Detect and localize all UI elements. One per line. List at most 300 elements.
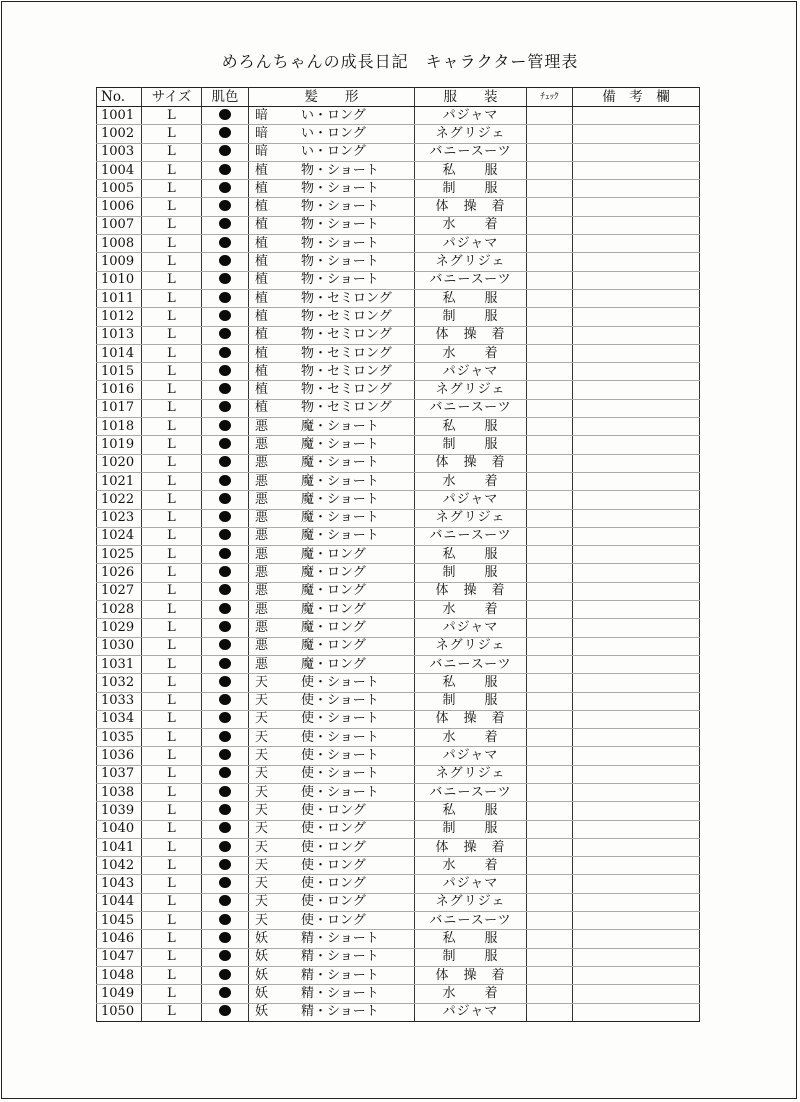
row-size: L bbox=[142, 710, 202, 728]
row-hair bbox=[249, 418, 415, 436]
hair-type: 天 bbox=[255, 674, 269, 690]
row-check[interactable] bbox=[527, 326, 573, 344]
row-size: L bbox=[142, 564, 202, 582]
hair-type: 悪 bbox=[255, 473, 269, 489]
row-size: L bbox=[142, 527, 202, 545]
header-notes: 備 考 欄 bbox=[573, 88, 700, 107]
row-hair bbox=[249, 271, 415, 289]
table-row bbox=[97, 1003, 700, 1021]
skin-dot-icon bbox=[219, 182, 231, 193]
table-row bbox=[97, 107, 700, 125]
row-notes[interactable] bbox=[573, 363, 700, 381]
hair-style: 魔・ショート bbox=[301, 491, 379, 507]
row-notes[interactable] bbox=[573, 765, 700, 783]
row-clothes: 水 着 bbox=[415, 216, 527, 234]
skin-dot-icon bbox=[219, 658, 231, 669]
row-check[interactable] bbox=[527, 674, 573, 692]
row-no: 1001 bbox=[97, 107, 142, 125]
hair-style: 物・ショート bbox=[301, 180, 379, 196]
hair-style: 使・ロング bbox=[301, 857, 366, 873]
hair-type: 植 bbox=[255, 235, 269, 251]
hair-style: 物・ショート bbox=[301, 272, 379, 288]
hair-style: 使・ロング bbox=[301, 876, 366, 892]
row-size: L bbox=[142, 875, 202, 893]
row-check[interactable] bbox=[527, 235, 573, 253]
row-skin bbox=[202, 582, 249, 600]
row-skin bbox=[202, 637, 249, 655]
hair-style: 魔・ロング bbox=[301, 565, 366, 581]
hair-type: 悪 bbox=[255, 583, 269, 599]
row-notes[interactable] bbox=[573, 491, 700, 509]
header-hair: 髪 形 bbox=[249, 88, 415, 107]
hair-style: 精・ショート bbox=[301, 985, 379, 1001]
row-notes[interactable] bbox=[573, 381, 700, 399]
row-check[interactable] bbox=[527, 802, 573, 820]
row-notes[interactable] bbox=[573, 308, 700, 326]
hair-type: 妖 bbox=[255, 967, 269, 983]
table-row bbox=[97, 326, 700, 344]
row-no: 1004 bbox=[97, 161, 142, 179]
table-row bbox=[97, 838, 700, 856]
hair-style: 使・ロング bbox=[301, 894, 366, 910]
row-notes[interactable] bbox=[573, 180, 700, 198]
hair-style: 精・ショート bbox=[301, 949, 379, 965]
row-check[interactable] bbox=[527, 912, 573, 930]
row-check[interactable] bbox=[527, 289, 573, 307]
hair-style: 物・セミロング bbox=[301, 363, 392, 379]
row-notes[interactable] bbox=[573, 820, 700, 838]
row-check[interactable] bbox=[527, 546, 573, 564]
table-row bbox=[97, 454, 700, 472]
row-skin bbox=[202, 472, 249, 490]
row-check[interactable] bbox=[527, 509, 573, 527]
skin-dot-icon bbox=[219, 109, 231, 120]
row-check[interactable] bbox=[527, 253, 573, 271]
row-notes[interactable] bbox=[573, 838, 700, 856]
hair-type: 天 bbox=[255, 729, 269, 745]
row-hair bbox=[249, 161, 415, 179]
row-no: 1042 bbox=[97, 857, 142, 875]
table-row bbox=[97, 143, 700, 161]
row-skin bbox=[202, 161, 249, 179]
row-no: 1037 bbox=[97, 765, 142, 783]
row-check[interactable] bbox=[527, 930, 573, 948]
row-notes[interactable] bbox=[573, 198, 700, 216]
row-notes[interactable] bbox=[573, 729, 700, 747]
row-notes[interactable] bbox=[573, 985, 700, 1003]
hair-type: 悪 bbox=[255, 638, 269, 654]
row-notes[interactable] bbox=[573, 710, 700, 728]
row-no: 1017 bbox=[97, 399, 142, 417]
row-skin bbox=[202, 948, 249, 966]
row-hair bbox=[249, 674, 415, 692]
row-size: L bbox=[142, 235, 202, 253]
table-row bbox=[97, 161, 700, 179]
hair-style: 魔・ショート bbox=[301, 510, 379, 526]
row-size: L bbox=[142, 985, 202, 1003]
row-skin bbox=[202, 619, 249, 637]
row-no: 1021 bbox=[97, 472, 142, 490]
table-row bbox=[97, 875, 700, 893]
row-notes[interactable] bbox=[573, 783, 700, 801]
skin-dot-icon bbox=[219, 621, 231, 632]
row-size: L bbox=[142, 472, 202, 490]
row-notes[interactable] bbox=[573, 912, 700, 930]
row-check[interactable] bbox=[527, 601, 573, 619]
row-check[interactable] bbox=[527, 418, 573, 436]
row-check[interactable] bbox=[527, 582, 573, 600]
table-row bbox=[97, 399, 700, 417]
row-notes[interactable] bbox=[573, 107, 700, 125]
row-hair bbox=[249, 948, 415, 966]
row-size: L bbox=[142, 893, 202, 911]
row-no: 1019 bbox=[97, 436, 142, 454]
row-check[interactable] bbox=[527, 454, 573, 472]
row-notes[interactable] bbox=[573, 674, 700, 692]
row-clothes: 水 着 bbox=[415, 729, 527, 747]
row-size: L bbox=[142, 601, 202, 619]
row-check[interactable] bbox=[527, 344, 573, 362]
row-notes[interactable] bbox=[573, 1003, 700, 1021]
row-notes[interactable] bbox=[573, 692, 700, 710]
row-hair bbox=[249, 326, 415, 344]
row-check[interactable] bbox=[527, 893, 573, 911]
table-row bbox=[97, 235, 700, 253]
hair-type: 植 bbox=[255, 327, 269, 343]
hair-style: 物・セミロング bbox=[301, 290, 392, 306]
row-check[interactable] bbox=[527, 436, 573, 454]
row-hair bbox=[249, 216, 415, 234]
row-notes[interactable] bbox=[573, 161, 700, 179]
row-hair bbox=[249, 564, 415, 582]
hair-type: 植 bbox=[255, 290, 269, 306]
row-skin bbox=[202, 125, 249, 143]
row-no: 1050 bbox=[97, 1003, 142, 1021]
hair-type: 悪 bbox=[255, 418, 269, 434]
row-clothes: バニースーツ bbox=[415, 399, 527, 417]
hair-style: 精・ショート bbox=[301, 967, 379, 983]
row-size: L bbox=[142, 930, 202, 948]
row-check[interactable] bbox=[527, 271, 573, 289]
row-check[interactable] bbox=[527, 399, 573, 417]
row-hair bbox=[249, 875, 415, 893]
row-check[interactable] bbox=[527, 948, 573, 966]
row-hair bbox=[249, 363, 415, 381]
row-check[interactable] bbox=[527, 1003, 573, 1021]
row-notes[interactable] bbox=[573, 948, 700, 966]
row-clothes: 体 操 着 bbox=[415, 454, 527, 472]
row-check[interactable] bbox=[527, 198, 573, 216]
row-no: 1046 bbox=[97, 930, 142, 948]
skin-dot-icon bbox=[219, 1005, 231, 1016]
row-hair bbox=[249, 820, 415, 838]
row-notes[interactable] bbox=[573, 930, 700, 948]
row-hair bbox=[249, 710, 415, 728]
row-clothes: パジャマ bbox=[415, 1003, 527, 1021]
table-row bbox=[97, 857, 700, 875]
row-check[interactable] bbox=[527, 125, 573, 143]
row-notes[interactable] bbox=[573, 253, 700, 271]
hair-type: 天 bbox=[255, 839, 269, 855]
row-check[interactable] bbox=[527, 838, 573, 856]
row-clothes: バニースーツ bbox=[415, 143, 527, 161]
row-notes[interactable] bbox=[573, 509, 700, 527]
row-notes[interactable] bbox=[573, 143, 700, 161]
row-hair bbox=[249, 729, 415, 747]
skin-dot-icon bbox=[219, 292, 231, 303]
row-size: L bbox=[142, 857, 202, 875]
hair-type: 植 bbox=[255, 217, 269, 233]
row-skin bbox=[202, 271, 249, 289]
table-row bbox=[97, 601, 700, 619]
skin-dot-icon bbox=[219, 237, 231, 248]
row-check[interactable] bbox=[527, 619, 573, 637]
row-skin bbox=[202, 930, 249, 948]
row-clothes: バニースーツ bbox=[415, 271, 527, 289]
row-check[interactable] bbox=[527, 985, 573, 1003]
row-no: 1041 bbox=[97, 838, 142, 856]
row-notes[interactable] bbox=[573, 655, 700, 673]
row-clothes: ネグリジェ bbox=[415, 381, 527, 399]
row-size: L bbox=[142, 619, 202, 637]
row-hair bbox=[249, 765, 415, 783]
row-clothes: ネグリジェ bbox=[415, 509, 527, 527]
row-check[interactable] bbox=[527, 527, 573, 545]
row-size: L bbox=[142, 765, 202, 783]
row-hair bbox=[249, 838, 415, 856]
table-row bbox=[97, 948, 700, 966]
row-skin bbox=[202, 436, 249, 454]
hair-type: 天 bbox=[255, 766, 269, 782]
hair-type: 暗 bbox=[255, 144, 269, 160]
row-notes[interactable] bbox=[573, 966, 700, 984]
row-clothes: 私 服 bbox=[415, 546, 527, 564]
row-no: 1016 bbox=[97, 381, 142, 399]
hair-type: 天 bbox=[255, 693, 269, 709]
hair-style: 使・ロング bbox=[301, 821, 366, 837]
row-no: 1029 bbox=[97, 619, 142, 637]
row-notes[interactable] bbox=[573, 344, 700, 362]
table-row bbox=[97, 637, 700, 655]
row-no: 1026 bbox=[97, 564, 142, 582]
hair-type: 天 bbox=[255, 748, 269, 764]
header-size: サイズ bbox=[142, 88, 202, 107]
skin-dot-icon bbox=[219, 676, 231, 687]
row-hair bbox=[249, 454, 415, 472]
header-row bbox=[97, 88, 700, 107]
row-check[interactable] bbox=[527, 783, 573, 801]
row-notes[interactable] bbox=[573, 271, 700, 289]
row-check[interactable] bbox=[527, 381, 573, 399]
row-notes[interactable] bbox=[573, 582, 700, 600]
row-check[interactable] bbox=[527, 308, 573, 326]
row-notes[interactable] bbox=[573, 564, 700, 582]
row-check[interactable] bbox=[527, 857, 573, 875]
row-check[interactable] bbox=[527, 710, 573, 728]
row-size: L bbox=[142, 326, 202, 344]
table-row bbox=[97, 619, 700, 637]
hair-style: 魔・ロング bbox=[301, 638, 366, 654]
row-clothes: パジャマ bbox=[415, 875, 527, 893]
row-clothes: 私 服 bbox=[415, 802, 527, 820]
hair-type: 暗 bbox=[255, 107, 269, 123]
hair-type: 植 bbox=[255, 345, 269, 361]
row-hair bbox=[249, 692, 415, 710]
row-notes[interactable] bbox=[573, 619, 700, 637]
hair-type: 植 bbox=[255, 254, 269, 270]
row-notes[interactable] bbox=[573, 418, 700, 436]
row-no: 1031 bbox=[97, 655, 142, 673]
table-row bbox=[97, 216, 700, 234]
hair-type: 植 bbox=[255, 400, 269, 416]
skin-dot-icon bbox=[219, 127, 231, 138]
skin-dot-icon bbox=[219, 420, 231, 431]
row-hair bbox=[249, 985, 415, 1003]
table-row bbox=[97, 912, 700, 930]
row-skin bbox=[202, 985, 249, 1003]
row-clothes: 制 服 bbox=[415, 180, 527, 198]
row-size: L bbox=[142, 582, 202, 600]
hair-style: 使・ショート bbox=[301, 748, 379, 764]
row-notes[interactable] bbox=[573, 637, 700, 655]
row-check[interactable] bbox=[527, 161, 573, 179]
row-size: L bbox=[142, 820, 202, 838]
row-check[interactable] bbox=[527, 729, 573, 747]
row-check[interactable] bbox=[527, 143, 573, 161]
row-skin bbox=[202, 546, 249, 564]
hair-style: い・ロング bbox=[301, 107, 366, 123]
row-no: 1015 bbox=[97, 363, 142, 381]
row-notes[interactable] bbox=[573, 436, 700, 454]
row-check[interactable] bbox=[527, 875, 573, 893]
row-check[interactable] bbox=[527, 692, 573, 710]
hair-style: 物・セミロング bbox=[301, 382, 392, 398]
row-clothes: バニースーツ bbox=[415, 783, 527, 801]
row-notes[interactable] bbox=[573, 454, 700, 472]
row-notes[interactable] bbox=[573, 747, 700, 765]
row-check[interactable] bbox=[527, 747, 573, 765]
table-row bbox=[97, 966, 700, 984]
hair-type: 天 bbox=[255, 894, 269, 910]
hair-style: 魔・ロング bbox=[301, 619, 366, 635]
row-notes[interactable] bbox=[573, 216, 700, 234]
row-skin bbox=[202, 180, 249, 198]
row-check[interactable] bbox=[527, 655, 573, 673]
hair-style: 魔・ショート bbox=[301, 418, 379, 434]
row-clothes: 私 服 bbox=[415, 418, 527, 436]
row-check[interactable] bbox=[527, 491, 573, 509]
row-notes[interactable] bbox=[573, 289, 700, 307]
hair-style: 魔・ロング bbox=[301, 656, 366, 672]
row-check[interactable] bbox=[527, 107, 573, 125]
skin-dot-icon bbox=[219, 987, 231, 998]
row-hair bbox=[249, 381, 415, 399]
table-row bbox=[97, 802, 700, 820]
row-check[interactable] bbox=[527, 472, 573, 490]
row-skin bbox=[202, 253, 249, 271]
row-notes[interactable] bbox=[573, 527, 700, 545]
hair-type: 植 bbox=[255, 308, 269, 324]
row-hair bbox=[249, 289, 415, 307]
skin-dot-icon bbox=[219, 584, 231, 595]
row-notes[interactable] bbox=[573, 399, 700, 417]
row-size: L bbox=[142, 216, 202, 234]
row-notes[interactable] bbox=[573, 472, 700, 490]
row-notes[interactable] bbox=[573, 802, 700, 820]
row-size: L bbox=[142, 802, 202, 820]
hair-style: 使・ロング bbox=[301, 839, 366, 855]
hair-type: 妖 bbox=[255, 931, 269, 946]
row-skin bbox=[202, 857, 249, 875]
row-check[interactable] bbox=[527, 363, 573, 381]
row-clothes: 体 操 着 bbox=[415, 582, 527, 600]
row-check[interactable] bbox=[527, 637, 573, 655]
row-notes[interactable] bbox=[573, 125, 700, 143]
row-check[interactable] bbox=[527, 180, 573, 198]
row-check[interactable] bbox=[527, 765, 573, 783]
row-clothes: 制 服 bbox=[415, 820, 527, 838]
row-size: L bbox=[142, 271, 202, 289]
hair-style: 魔・ロング bbox=[301, 583, 366, 599]
row-notes[interactable] bbox=[573, 893, 700, 911]
hair-type: 暗 bbox=[255, 125, 269, 141]
table-row bbox=[97, 729, 700, 747]
row-clothes: 私 服 bbox=[415, 674, 527, 692]
row-skin bbox=[202, 344, 249, 362]
hair-style: 使・ショート bbox=[301, 784, 379, 800]
table-row bbox=[97, 765, 700, 783]
hair-style: 精・ショート bbox=[301, 1004, 379, 1020]
row-hair bbox=[249, 802, 415, 820]
row-skin bbox=[202, 198, 249, 216]
row-check[interactable] bbox=[527, 966, 573, 984]
row-hair bbox=[249, 399, 415, 417]
hair-type: 植 bbox=[255, 162, 269, 178]
table-row bbox=[97, 125, 700, 143]
table-row bbox=[97, 308, 700, 326]
row-skin bbox=[202, 729, 249, 747]
row-notes[interactable] bbox=[573, 546, 700, 564]
hair-type: 植 bbox=[255, 272, 269, 288]
hair-type: 天 bbox=[255, 802, 269, 818]
row-clothes: バニースーツ bbox=[415, 655, 527, 673]
hair-type: 植 bbox=[255, 180, 269, 196]
row-hair bbox=[249, 125, 415, 143]
row-notes[interactable] bbox=[573, 857, 700, 875]
row-clothes: 制 服 bbox=[415, 948, 527, 966]
row-skin bbox=[202, 966, 249, 984]
row-no: 1047 bbox=[97, 948, 142, 966]
row-skin bbox=[202, 381, 249, 399]
row-check[interactable] bbox=[527, 216, 573, 234]
row-check[interactable] bbox=[527, 820, 573, 838]
row-check[interactable] bbox=[527, 564, 573, 582]
hair-style: 物・ショート bbox=[301, 217, 379, 233]
row-notes[interactable] bbox=[573, 235, 700, 253]
row-notes[interactable] bbox=[573, 601, 700, 619]
skin-dot-icon bbox=[219, 804, 231, 815]
row-skin bbox=[202, 1003, 249, 1021]
row-no: 1043 bbox=[97, 875, 142, 893]
row-skin bbox=[202, 216, 249, 234]
table-row bbox=[97, 564, 700, 582]
row-notes[interactable] bbox=[573, 326, 700, 344]
skin-dot-icon bbox=[219, 401, 231, 412]
row-notes[interactable] bbox=[573, 875, 700, 893]
row-no: 1002 bbox=[97, 125, 142, 143]
hair-style: 魔・ロング bbox=[301, 546, 366, 562]
skin-dot-icon bbox=[219, 877, 231, 888]
